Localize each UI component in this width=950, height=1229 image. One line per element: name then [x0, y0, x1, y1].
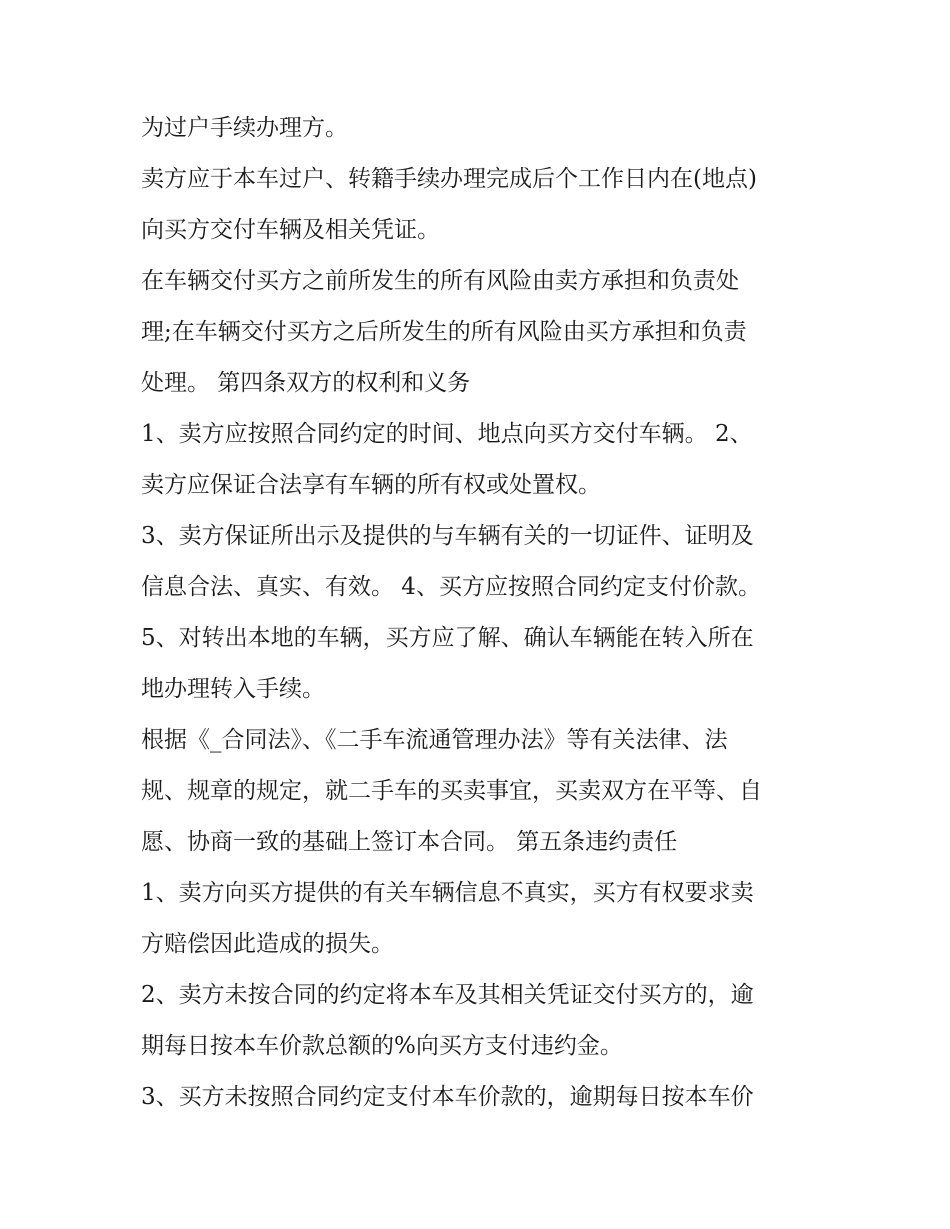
text-line-19: 期每日按本车价款总额的%向买方支付违约金。	[141, 1033, 623, 1059]
contract-text-body	[141, 103, 821, 1123]
text-line-4: 在车辆交付买方之前所发生的所有风险由卖方承担和负责处	[141, 268, 739, 294]
text-line-13: 根据《_合同法》、《二手车流通管理办法》等有关法律、法	[141, 727, 728, 753]
text-line-15: 愿、协商一致的基础上签订本合同。 第五条违约责任	[141, 829, 678, 855]
text-line-16: 1、卖方向买方提供的有关车辆信息不真实，买方有权要求卖	[141, 880, 754, 906]
text-line-6: 处理。 第四条双方的权利和义务	[141, 370, 471, 396]
text-line-8: 卖方应保证合法享有车辆的所有权或处置权。	[141, 472, 601, 498]
text-line-17: 方赔偿因此造成的损失。	[141, 931, 394, 957]
text-line-1: 为过户手续办理方。	[141, 115, 348, 141]
text-line-7: 1、卖方应按照合同约定的时间、地点向买方交付车辆。 2、	[141, 421, 753, 447]
text-line-18: 2、卖方未按合同的约定将本车及其相关凭证交付买方的，逾	[141, 982, 754, 1008]
text-line-2: 卖方应于本车过户、转籍手续办理完成后个工作日内在(地点)	[141, 166, 757, 192]
text-line-10: 信息合法、真实、有效。 4、买方应按照合同约定支付价款。	[141, 574, 761, 600]
text-line-9: 3、卖方保证所出示及提供的与车辆有关的一切证件、证明及	[141, 523, 754, 549]
text-line-11: 5、对转出本地的车辆，买方应了解、确认车辆能在转入所在	[141, 625, 754, 651]
text-line-14: 规、规章的规定，就二手车的买卖事宜，买卖双方在平等、自	[141, 778, 762, 804]
text-line-20: 3、买方未按照合同约定支付本车价款的，逾期每日按本车价	[141, 1084, 754, 1110]
text-line-3: 向买方交付车辆及相关凭证。	[141, 217, 440, 243]
text-line-5: 理;在车辆交付买方之后所发生的所有风险由买方承担和负责	[141, 319, 747, 345]
text-line-12: 地办理转入手续。	[141, 676, 325, 702]
